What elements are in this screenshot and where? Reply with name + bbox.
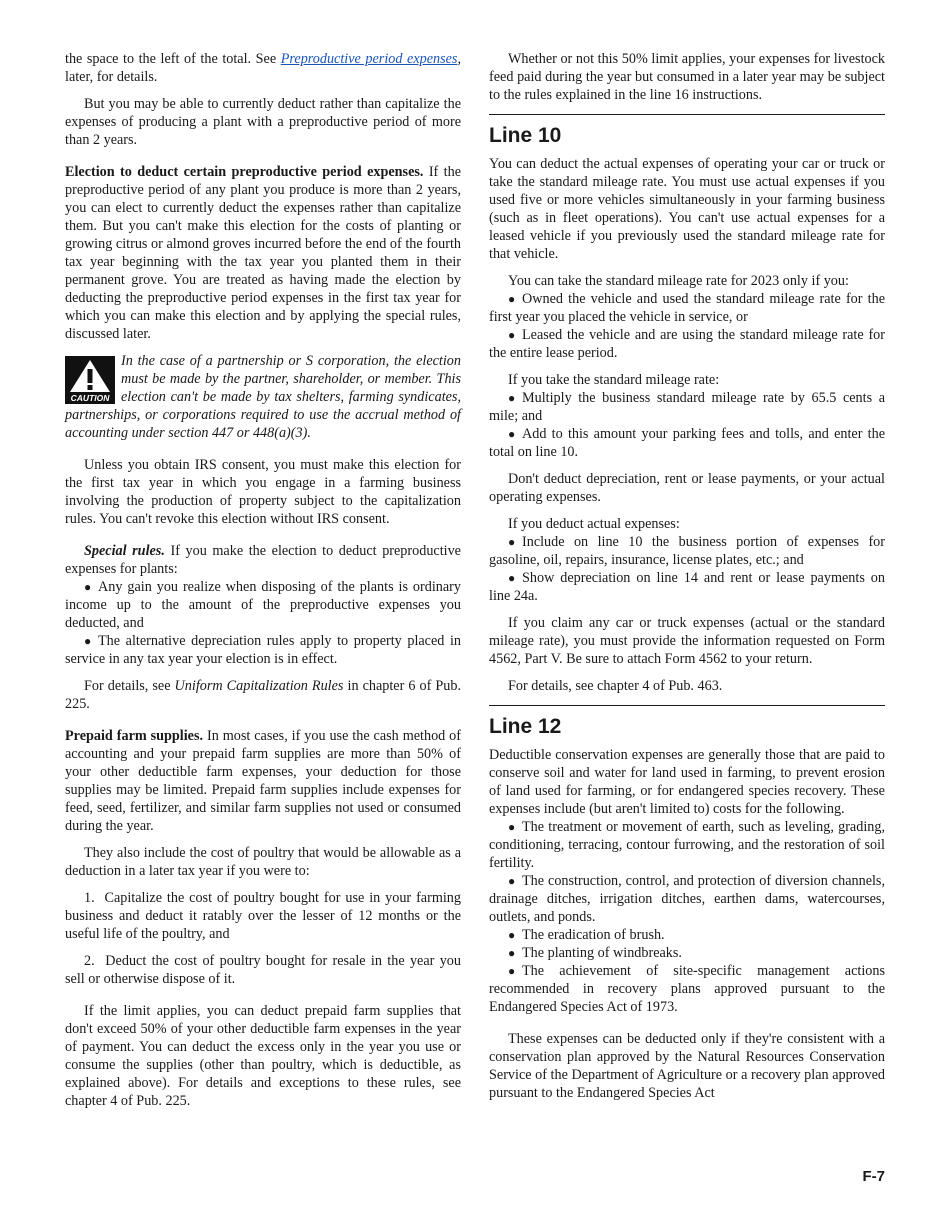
paragraph: If the limit applies, you can deduct prepaid farm supplies that don't exceed 50% of your other deductible farm expenses in the year of payment. You can deduct the excess only in the year you use or consume the supplies (other than poultry, which is deductible, as explained above). For details and exceptions to these rules, see chapter 4 of Pub. 225. <box>65 1003 461 1109</box>
paragraph: Whether or not this 50% limit applies, your expenses for livestock feed paid during the year but consumed in a later year may be subject to the rules explained in the line 16 instructions. <box>489 51 885 103</box>
election-paragraph: Election to deduct certain preproductive period expenses. If the preproductive period of any plant you produce is more than 2 years, you can elect to currently deduct the expenses rather than capitalize them. But you can't make this election for the costs of planting or growing citrus or almond groves incurred before the end of the fourth tax year beginning with the tax year you planted them in their permanent grove. You are treated as having made the election by deducting the preproductive period expenses in the first tax year for which you can make this election and by applying the special rules, discussed later. <box>65 164 461 342</box>
list-item: ● Multiply the business standard mileage rate by 65.5 cents a mile; and <box>489 390 885 424</box>
list-item: ● The alternative depreciation rules apply to property placed in service in any tax year your election is in effect. <box>65 633 461 667</box>
page-number: F-7 <box>862 1168 885 1185</box>
list-item: ● Show depreciation on line 14 and rent or lease payments on line 24a. <box>489 570 885 604</box>
paragraph: But you may be able to currently deduct rather than capitalize the expenses of producing a plant with a preproductive period of more than 2 years. <box>65 96 461 148</box>
list-item: ● The planting of windbreaks. <box>508 945 682 961</box>
numbered-item: 2. Deduct the cost of poultry bought for resale in the year you sell or otherwise dispose of it. <box>65 953 461 987</box>
list-item: ● The construction, control, and protection of diversion channels, drainage ditches, irrigation ditches, earthen dams, watercourses, outlets, and ponds. <box>489 873 885 925</box>
line-10-heading: Line 10 <box>489 124 562 147</box>
paragraph: If you claim any car or truck expenses (actual or the standard mileage rate), you must provide the information requested on Form 4562, Part V. Be sure to attach Form 4562 to your return. <box>489 615 885 667</box>
special-rules-heading: Special rules. <box>84 543 165 559</box>
section-divider <box>489 114 885 115</box>
list-item: ● Any gain you realize when disposing of the plants is ordinary income up to the amount of the preproductive expenses you deducted, and <box>65 579 461 631</box>
caution-text: In the case of a partnership or S corporation, the election must be made by the partner, shareholder, or member. This election can't be made by tax shelters, farming syndicates, partnerships, or corporations required to use the accrual method of accounting under section 447 or 448(a)(3). <box>65 353 461 441</box>
prepaid-paragraph: Prepaid farm supplies. In most cases, if you use the cash method of accounting and your prepaid farm supplies are more than 50% of your other deductible farm expenses, your deduction for those supplies may be limited. Prepaid farm supplies include expenses for feed, seed, fertilizer, and similar farm supplies not used or consumed during the year. <box>65 728 461 834</box>
caution-icon-label: CAUTION <box>70 393 110 403</box>
prepaid-heading: Prepaid farm supplies. <box>65 728 204 744</box>
list-item: ● Include on line 10 the business portion of expenses for gasoline, oil, repairs, insurance, license plates, etc.; and <box>489 534 885 568</box>
paragraph: the space to the left of the total. See Preproductive period expenses, later, for details. <box>65 51 462 85</box>
numbered-item: 1. Capitalize the cost of poultry bought for use in your farming business and deduct it ratably over the lesser of 12 months or the useful life of the poultry, and <box>65 890 461 942</box>
section-divider <box>489 705 885 706</box>
right-column <box>489 50 885 1111</box>
list-item: ● Owned the vehicle and used the standard mileage rate for the first year you placed the vehicle in service, or <box>489 291 885 325</box>
list-item: ● The treatment or movement of earth, such as leveling, grading, conditioning, terracing, contour furrowing, and the restoration of soil fertility. <box>489 819 885 871</box>
paragraph: These expenses can be deducted only if they're consistent with a conservation plan approved by the Natural Resources Conservation Service of the Department of Agriculture or a recovery plan approved pursuant to the Endangered Species Act <box>489 1031 885 1101</box>
caution-icon <box>65 356 115 404</box>
paragraph: They also include the cost of poultry that would be allowable as a deduction in a later tax year if you were to: <box>65 845 461 879</box>
caution-note <box>65 352 461 442</box>
list-item: ● Add to this amount your parking fees and tolls, and enter the total on line 10. <box>489 426 885 460</box>
preproductive-period-link[interactable]: Preproductive period expenses <box>280 51 458 67</box>
special-rules-paragraph: Special rules. If you make the election to deduct preproductive expenses for plants: <box>65 543 461 577</box>
paragraph: Don't deduct depreciation, rent or lease payments, or your actual operating expenses. <box>489 471 885 505</box>
paragraph: Deductible conservation expenses are generally those that are paid to conserve soil and water for land used in farming, to prevent erosion of land used for farming, or for endangered species recovery. These expenses include (but aren't limited to) costs for the following. <box>489 747 885 817</box>
paragraph: You can deduct the actual expenses of operating your car or truck or take the standard mileage rate. You must use actual expenses if you used five or more vehicles simultaneously in your farming business (such as in fleet operations). You can't use actual expenses for a leased vehicle if you previously used the standard mileage rate for that vehicle. <box>489 156 885 262</box>
paragraph: If you take the standard mileage rate: <box>508 372 720 388</box>
list-item: ● Leased the vehicle and are using the standard mileage rate for the entire lease period. <box>489 327 885 361</box>
list-item: ● The achievement of site-specific management actions recommended in recovery plans approved pursuant to the Endangered Species Act of 1973. <box>489 963 885 1015</box>
paragraph: For details, see chapter 4 of Pub. 463. <box>508 678 723 694</box>
left-column <box>65 50 461 1119</box>
line-12-heading: Line 12 <box>489 715 562 738</box>
list-item: ● The eradication of brush. <box>508 927 665 943</box>
paragraph: You can take the standard mileage rate for 2023 only if you: <box>508 273 849 289</box>
paragraph: For details, see Uniform Capitalization Rules in chapter 6 of Pub. 225. <box>65 678 461 712</box>
election-heading: Election to deduct certain preproductive period expenses. <box>65 164 424 180</box>
paragraph: If you deduct actual expenses: <box>508 516 680 532</box>
paragraph: Unless you obtain IRS consent, you must make this election for the first tax year in which you engage in a farming business involving the production of property subject to the capitalization rules. You can't revoke this election without IRS consent. <box>65 457 461 527</box>
